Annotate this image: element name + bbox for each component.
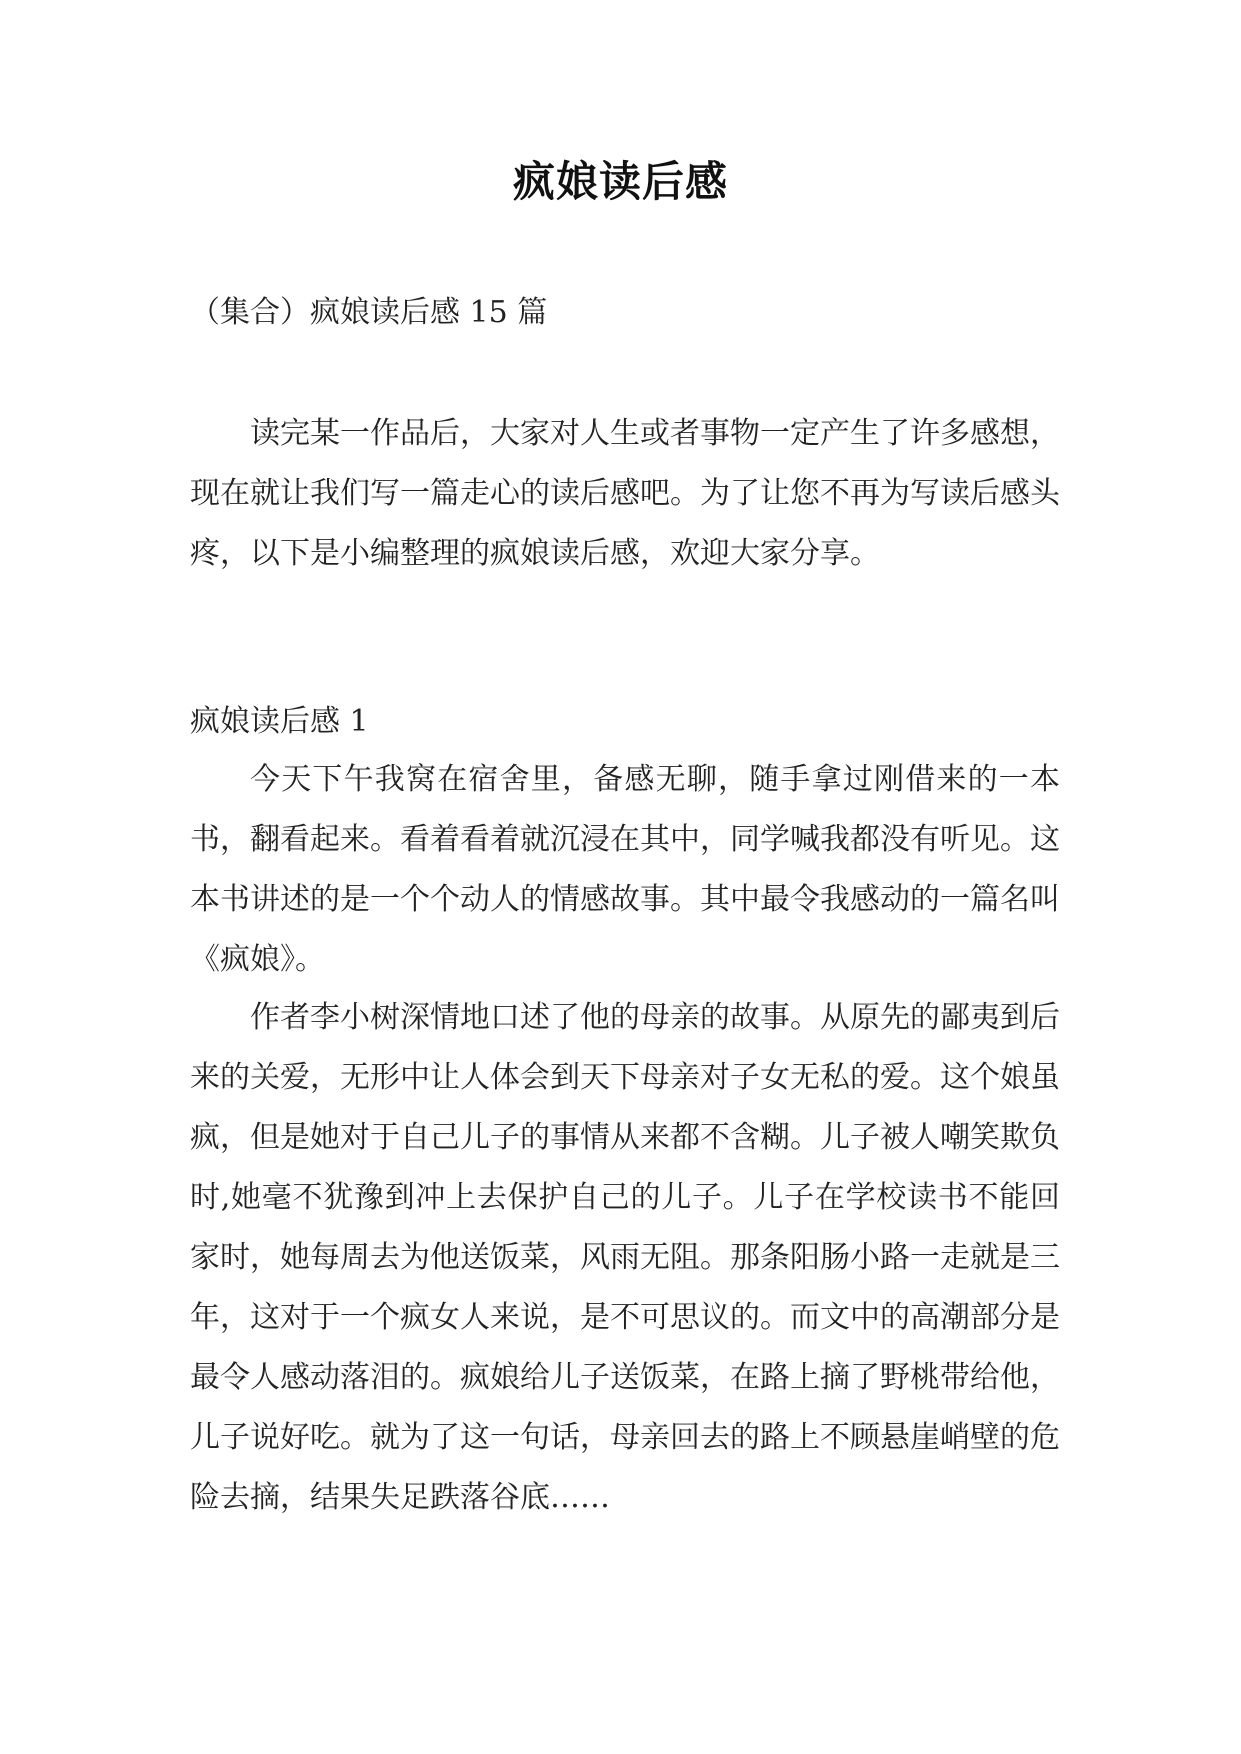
document-subtitle: （集合）疯娘读后感 15 篇 [190, 295, 548, 330]
section-paragraph: 今天下午我窝在宿舍里，备感无聊，随手拿过刚借来的一本书，翻看起来。看着看着就沉浸在其中，同学喊我都没有听见。这本书讲述的是一个个动人的情感故事。其中最令我感动的一篇名叫《疯娘》。 [190, 762, 1060, 977]
section-heading: 疯娘读后感 1 [190, 704, 369, 739]
section-paragraph: 作者李小树深情地口述了他的母亲的故事。从原先的鄙夷到后来的关爱，无形中让人体会到天下母亲对子女无私的爱。这个娘虽疯，但是她对于自己儿子的事情从来都不含糊。儿子被人嘲笑欺负时,她毫不犹豫到冲上去保护自己的儿子。儿子在学校读书不能回家时，她每周去为他送饭菜，风雨无阻。那条阳肠小路一走就是三年，这对于一个疯女人来说，是不可思议的。而文中的高潮部分是最令人感动落泪的。疯娘给儿子送饭菜，在路上摘了野桃带给他，儿子说好吃。就为了这一句话，母亲回去的路上不顾悬崖峭壁的危险去摘，结果失足跌落谷底…… [190, 1000, 1060, 1515]
intro-paragraph: 读完某一作品后，大家对人生或者事物一定产生了许多感想，现在就让我们写一篇走心的读后感吧。为了让您不再为写读后感头疼，以下是小编整理的疯娘读后感，欢迎大家分享。 [190, 416, 1060, 571]
document-title: 疯娘读后感 [512, 157, 728, 206]
